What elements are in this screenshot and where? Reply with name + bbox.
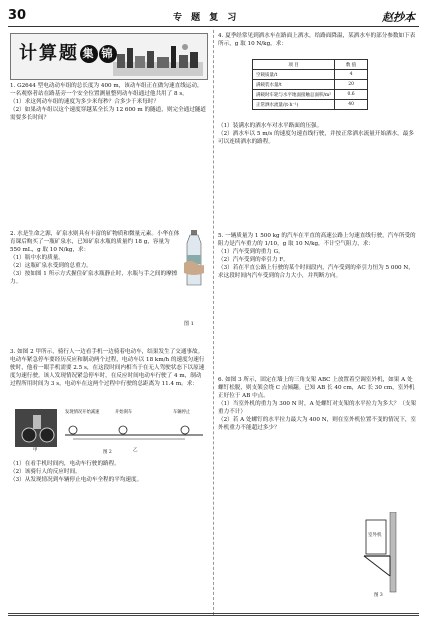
banner-title (19, 39, 117, 65)
page-number: 30 (8, 8, 27, 23)
fig2-sub-a: 甲 (33, 448, 38, 453)
table-cell: 40 (335, 100, 368, 110)
section-title: 专 题 复 习 (173, 13, 240, 23)
table-cell: 4 (335, 70, 368, 80)
q2-part-1: （1）瓶中水的质量。 (10, 255, 64, 261)
q1-part-1: （1）求这列动车组的速度为多少米每秒？合多少千米每时？ (10, 99, 159, 105)
table-row (253, 70, 368, 80)
figure-3 (362, 512, 400, 602)
q5-part-2: （2）汽车受到的牵引力 F。 (218, 257, 289, 263)
table-row (253, 100, 368, 110)
question-5 (218, 232, 418, 280)
table-header-cell: 项 目 (253, 60, 335, 70)
q6-stem: 6. 如图 3 所示，固定在墙上的三角支架 ABC 上放置着空调室外机，如果 A 处螺钉松脱，则支架会绕 C 点倾翻。已知 AB 长 40 cm，AC 长 30 cm，室外机正好位于 AB 中点。 (218, 377, 415, 399)
table-cell: 正常洒水流量/(t·h⁻¹) (253, 100, 335, 110)
fig2-sub-b: 乙 (133, 448, 138, 453)
table-cell: 20 (335, 80, 368, 90)
question-4-parts (218, 122, 418, 146)
fig2-label-3: 车辆停止 (173, 410, 191, 415)
q2-part-3: （3）按如图 1 所示方式握住矿泉水瓶静止时，水瓶与手之间的摩擦力。 (10, 271, 178, 285)
table-cell: 满载装水量/t (253, 80, 335, 90)
q5-part-1: （1）汽车受到的重力 G。 (218, 249, 284, 255)
figure-1-caption: 图 1 (184, 321, 194, 327)
column-divider (213, 30, 214, 615)
q6-part-2: （2）若 A 处螺钉的水平拉力最大为 400 N，则在室外机位置不变的情况下，室外机重力不能超过多少？ (218, 417, 417, 431)
q3-part-3: （3）从发现情况到车辆停止电动车全程的平均速度。 (10, 477, 143, 483)
q4-stem: 4. 夏季经常见到洒水车在路面上洒水，给路面降温，某洒水车的部分参数如下表所示，g 取 10 N/kg，求： (218, 33, 416, 47)
question-1 (10, 82, 206, 122)
fig2-label-2: 开始刹车 (115, 410, 133, 415)
table-header-cell: 数 值 (335, 60, 368, 70)
q2-part-2: （2）这瓶矿泉水受到的总重力。 (10, 263, 92, 269)
table-row (253, 80, 368, 90)
table-row (253, 90, 368, 100)
q1-part-2: （2）如果动车组以这个速度穿越某全长为 12 600 m 的隧道，则完全通过隧道需要多长时间？ (10, 107, 206, 121)
fig2-caption: 图 2 (103, 450, 112, 455)
q5-part-3: （3）若在平直公路上行驶的某个时间段内，汽车受到的牵引力恒为 5 000 N，求这段时间内汽车受到的合力大小，并判断方向。 (218, 265, 414, 279)
page-footer-rule (8, 613, 419, 616)
fig3-label: 室外机 (368, 533, 382, 538)
banner-suffix-2: 锦 (99, 45, 117, 63)
page-header (8, 8, 419, 27)
city-skyline-illustration (113, 42, 203, 76)
q4-part-2: （2）洒水车以 5 m/s 的速度匀速直线行驶，并按正常洒水流量开始洒水，最多可以连续洒水的路程。 (218, 131, 414, 145)
q1-stem: 1. G2644 型电动动车组的总长度为 400 m，该动车组正在做匀速直线运动，一名观察者站在路基旁一个安全位置测量整列动车组通过他共用了 8 s。 (10, 83, 203, 97)
fig3-caption: 图 3 (374, 593, 383, 598)
q6-part-1: （1）当室外机的重力为 300 N 时，A 处螺钉对支架的水平拉力为多大？（支架重力不计） (218, 401, 417, 415)
title-banner (10, 33, 208, 80)
brand-logo: 赵抄本 (382, 11, 415, 24)
figure-2 (15, 407, 205, 457)
q5-stem: 5. 一辆质量为 1 500 kg 的汽车在平直的高速公路上匀速直线行驶，汽车所受的阻力是汽车重力的 1/10，g 取 10 N/kg，不计空气阻力，求： (218, 233, 416, 247)
question-4 (218, 32, 418, 48)
question-2 (10, 230, 182, 286)
question-3-parts (10, 460, 206, 484)
question-3 (10, 348, 206, 388)
q4-part-1: （1）装满水的洒水车对水平路面的压强。 (218, 123, 323, 129)
q3-stem: 3. 如图 2 甲所示，骑行人一边看手机一边骑着电动车，结果发生了交通事故。电动车紧急停车要经历反应和制动两个过程，电动车以 18 km/h 的速度匀速行驶时，他看一眼手机需要 2.5 s，在这段时间内相当于在无人驾驶状态下以原速度匀速行驶。该人发现情况紧急停车时，在反应时间电动车行驶了 4 m，制动过程所用时间为 3 s，电动车在这两个过程中行驶的总距离为 11.4 m。求： (10, 349, 205, 387)
wall-bracket-diagram (362, 512, 400, 602)
q3-part-1: （1）在看手机时间内，电动车行驶的路程。 (10, 461, 120, 467)
water-bottle-figure (184, 229, 204, 287)
table-header-row (253, 60, 368, 70)
sprinkler-truck-table (252, 59, 368, 110)
q3-part-2: （2）该骑行人的反应时间。 (10, 469, 81, 475)
banner-title-text: 计算题 (19, 43, 79, 64)
table-cell: 满载时车轮与水平地面接触总面积/m² (253, 90, 335, 100)
table-cell: 0.6 (335, 90, 368, 100)
table-cell: 空载质量/t (253, 70, 335, 80)
q2-stem: 2. 水是生命之源，矿泉水则具有丰富的矿物质和微量元素。小华在体育课后购买了一瓶矿泉水，已知矿泉水瓶的质量约 18 g，容量为 550 mL，g 取 10 N/kg，求： (10, 231, 180, 253)
fig2-label-1: 发现情况开始减速 (65, 410, 100, 415)
banner-suffix-1: 集 (80, 45, 98, 63)
question-6 (218, 376, 418, 432)
